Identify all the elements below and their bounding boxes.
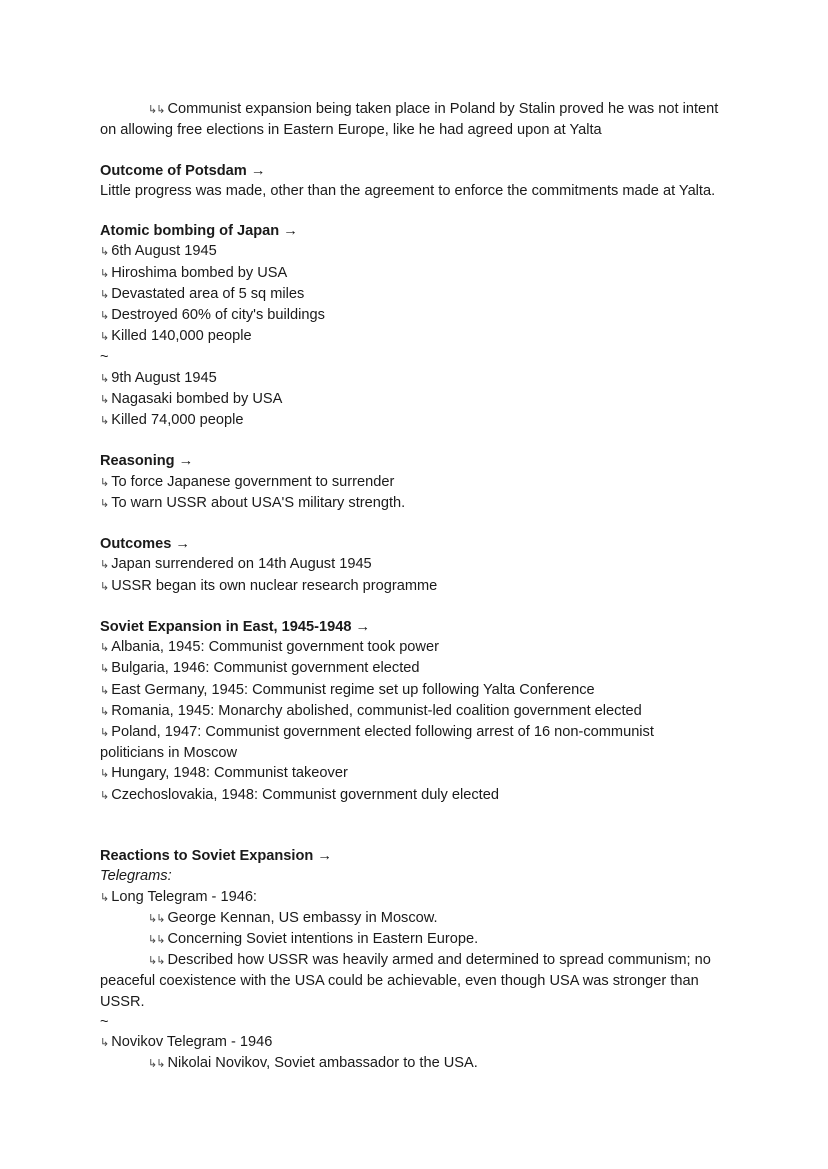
arrow-icon: ↳ xyxy=(100,393,109,406)
list-item: ↳ 6th August 1945 xyxy=(100,243,217,260)
double-arrow-icon: ↳↳ xyxy=(148,104,165,116)
sub-list-item: ↳↳ Described how USSR was heavily armed and determined to spread communism; no peaceful coexistence with the USA could be achievable, even though USA was stronger than USSR. xyxy=(100,952,711,1010)
list-item: ↳ Albania, 1945: Communist government took power xyxy=(100,639,439,656)
arrow-icon: ↳ xyxy=(100,684,109,697)
list-item: ↳ Japan surrendered on 14th August 1945 xyxy=(100,556,372,573)
list-item: ↳ USSR began its own nuclear research programme xyxy=(100,577,438,594)
double-arrow-icon: ↳↳ xyxy=(148,912,165,925)
arrow-icon: ↳ xyxy=(100,288,109,301)
arrow-icon: ↳ xyxy=(100,642,109,655)
arrow-icon: ↳ xyxy=(100,559,109,572)
arrow-icon: ↳ xyxy=(100,497,109,510)
sub-list-item: ↳↳ George Kennan, US embassy in Moscow. xyxy=(148,909,438,926)
potsdam-paragraph: Little progress was made, other than the agreement to enforce the commitments made at Yalta. xyxy=(100,182,716,199)
list-item: ↳ Romania, 1945: Monarchy abolished, communist-led coalition government elected xyxy=(100,702,642,719)
heading-soviet-expansion: Soviet Expansion in East, 1945-1948 → xyxy=(100,619,371,635)
arrow-icon: ↳ xyxy=(100,476,109,489)
list-item: ↳ Killed 140,000 people xyxy=(100,328,252,345)
arrow-icon: ↳ xyxy=(100,768,109,781)
double-arrow-icon: ↳↳ xyxy=(148,1058,165,1071)
list-item: ↳ Destroyed 60% of city's buildings xyxy=(100,307,325,323)
heading-reasoning: Reasoning → xyxy=(100,453,194,470)
arrow-icon: ↳ xyxy=(100,310,109,322)
arrow-icon: ↳ xyxy=(100,246,109,259)
intro-paragraph: ↳↳ Communist expansion being taken place in Poland by Stalin proved he was not intent on allowing free elections in Eastern Europe, like he had agreed upon at Yalta xyxy=(100,101,719,139)
list-item: ↳ Hungary, 1948: Communist takeover xyxy=(100,765,348,782)
heading-reactions: Reactions to Soviet Expansion → xyxy=(100,848,332,865)
list-item: ↳ Hiroshima bombed by USA xyxy=(100,264,288,281)
arrow-icon: ↳ xyxy=(100,415,109,428)
arrow-icon: ↳ xyxy=(100,267,109,280)
list-item: ↳ Bulgaria, 1946: Communist government elected xyxy=(100,660,420,677)
arrow-icon: ↳ xyxy=(100,891,109,904)
heading-atomic-bombing: Atomic bombing of Japan → xyxy=(100,223,298,240)
arrow-icon: ↳ xyxy=(100,331,109,344)
separator-tilde: ~ xyxy=(100,1013,109,1030)
separator-tilde: ~ xyxy=(100,349,109,366)
list-item: ↳ Nagasaki bombed by USA xyxy=(100,390,283,407)
arrow-icon: ↳ xyxy=(100,705,109,718)
heading-outcomes: Outcomes → xyxy=(100,536,191,553)
list-item: ↳ East Germany, 1945: Communist regime set up following Yalta Conference xyxy=(100,681,595,698)
arrow-icon: ↳ xyxy=(100,580,109,593)
sub-list-item: ↳↳ Nikolai Novikov, Soviet ambassador to the USA. xyxy=(148,1055,478,1072)
list-item: ↳ Killed 74,000 people xyxy=(100,412,244,429)
arrow-icon: ↳ xyxy=(100,727,109,740)
arrow-icon: ↳ xyxy=(100,789,109,802)
double-arrow-icon: ↳↳ xyxy=(148,934,165,947)
arrow-icon: ↳ xyxy=(100,663,109,676)
heading-potsdam: Outcome of Potsdam → xyxy=(100,162,266,179)
list-item: ↳ Novikov Telegram - 1946 xyxy=(100,1034,273,1051)
list-item: ↳ To warn USSR about USA'S military strength. xyxy=(100,494,406,511)
list-item: ↳ Devastated area of 5 sq miles xyxy=(100,285,305,302)
list-item: ↳ Poland, 1947: Communist government elected following arrest of 16 non-communist politicians in Moscow xyxy=(100,724,654,762)
sub-list-item: ↳↳ Concerning Soviet intentions in Eastern Europe. xyxy=(148,931,479,948)
double-arrow-icon: ↳↳ xyxy=(148,955,165,968)
arrow-icon: ↳ xyxy=(100,1037,109,1050)
arrow-icon: ↳ xyxy=(100,372,109,385)
document-page xyxy=(100,99,722,1074)
list-item: ↳ Long Telegram - 1946: xyxy=(100,888,257,905)
list-item: ↳ Czechoslovakia, 1948: Communist government duly elected xyxy=(100,786,499,803)
list-item: ↳ To force Japanese government to surrender xyxy=(100,473,395,490)
subheading-telegrams: Telegrams: xyxy=(100,868,172,885)
list-item: ↳ 9th August 1945 xyxy=(100,369,217,386)
